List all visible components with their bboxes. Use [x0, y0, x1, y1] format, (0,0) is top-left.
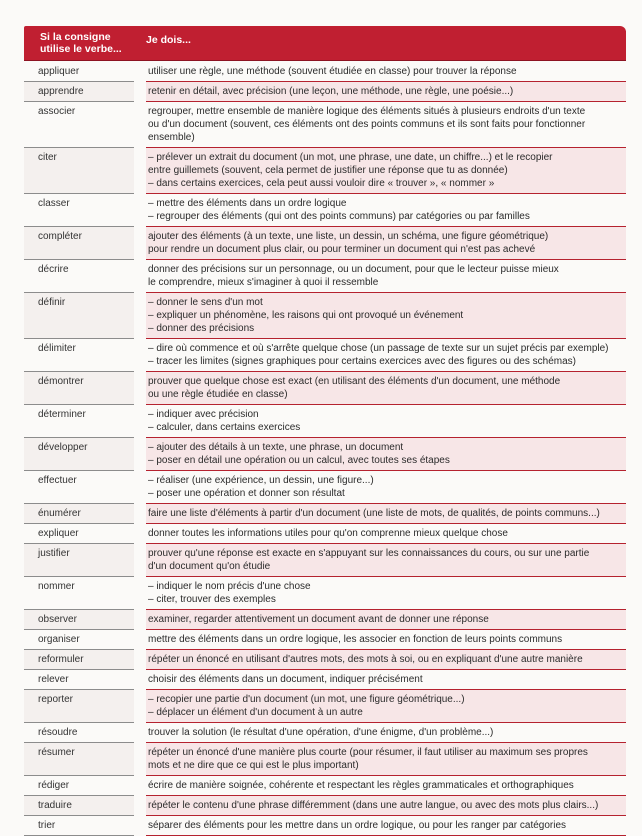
table-row: [24, 293, 626, 339]
header-definition-column: Je dois...: [146, 34, 191, 46]
table-body: [24, 62, 626, 836]
definition-line: ensemble): [148, 132, 195, 143]
header-verb-line-2: utilise le verbe...: [40, 43, 122, 55]
definition-line: donner toutes les informations utiles pour qu'on comprenne mieux quelque chose: [148, 528, 508, 539]
table-row: [24, 650, 626, 670]
definition-line: examiner, regarder attentivement un document avant de donner une réponse: [148, 614, 489, 625]
definition-cell: [146, 524, 626, 544]
table-row: [24, 339, 626, 372]
definition-cell: [146, 102, 626, 148]
definition-cell: [146, 670, 626, 690]
verb-cell: développer: [24, 438, 134, 471]
definition-line: regrouper, mettre ensemble de manière logique des éléments situés à plusieurs endroits d'un texte: [148, 106, 586, 117]
verb-cell: résumer: [24, 743, 134, 776]
verb-cell: déterminer: [24, 405, 134, 438]
table-row: [24, 102, 626, 148]
definition-cell: [146, 62, 626, 82]
definition-line: – citer, trouver des exemples: [148, 594, 276, 605]
definition-line: – réaliser (une expérience, un dessin, une figure...): [148, 475, 374, 486]
definition-line: ou une règle étudiée en classe): [148, 389, 288, 400]
definition-cell: [146, 471, 626, 504]
definition-cell: [146, 372, 626, 405]
table-row: [24, 372, 626, 405]
definition-cell: [146, 227, 626, 260]
definition-cell: [146, 776, 626, 796]
table-row: [24, 670, 626, 690]
definition-cell: [146, 577, 626, 610]
definition-line: – regrouper des éléments (qui ont des points communs) par catégories ou par familles: [148, 211, 530, 222]
definition-line: entre guillemets (souvent, cela permet de justifier une réponse que tu as donnée): [148, 165, 508, 176]
definition-line: prouver qu'une réponse est exacte en s'appuyant sur les connaissances du cours, ou sur une partie: [148, 548, 590, 559]
definition-cell: [146, 690, 626, 723]
verb-cell: expliquer: [24, 524, 134, 544]
definition-line: – poser une opération et donner son résultat: [148, 488, 345, 499]
definition-line: faire une liste d'éléments à partir d'un document (une liste de mots, de qualités, de points communs...): [148, 508, 600, 519]
definition-line: écrire de manière soignée, cohérente et respectant les règles grammaticales et orthographiques: [148, 780, 574, 791]
verb-cell: observer: [24, 610, 134, 630]
verb-cell: appliquer: [24, 62, 134, 82]
definition-line: – ajouter des détails à un texte, une phrase, un document: [148, 442, 404, 453]
verb-cell: organiser: [24, 630, 134, 650]
definition-line: – poser en détail une opération ou un calcul, avec toutes ses étapes: [148, 455, 450, 466]
definition-line: choisir des éléments dans un document, indiquer précisément: [148, 674, 423, 685]
verb-cell: décrire: [24, 260, 134, 293]
definition-line: – tracer les limites (signes graphiques pour certains exercices avec des figures ou des schémas): [148, 356, 576, 367]
verb-cell: relever: [24, 670, 134, 690]
verb-cell: traduire: [24, 796, 134, 816]
table-row: [24, 544, 626, 577]
verb-cell: résoudre: [24, 723, 134, 743]
definition-cell: [146, 405, 626, 438]
definition-cell: [146, 438, 626, 471]
definition-line: répéter le contenu d'une phrase différemment (dans une autre langue, ou avec des mots plus clairs...): [148, 800, 599, 811]
table-row: [24, 610, 626, 630]
verb-cell: énumérer: [24, 504, 134, 524]
verb-cell: démontrer: [24, 372, 134, 405]
definition-line: donner des précisions sur un personnage, ou un document, pour que le lecteur puisse mieux: [148, 264, 559, 275]
definition-cell: [146, 816, 626, 836]
table-row: [24, 194, 626, 227]
definition-cell: [146, 796, 626, 816]
definition-cell: [146, 293, 626, 339]
table-row: [24, 504, 626, 524]
table-row: [24, 776, 626, 796]
table-row: [24, 690, 626, 723]
verb-cell: nommer: [24, 577, 134, 610]
definition-line: – déplacer un élément d'un document à un autre: [148, 707, 363, 718]
definition-line: – dans certains exercices, cela peut aussi vouloir dire « trouver », « nommer »: [148, 178, 495, 189]
definition-line: – dire où commence et où s'arrête quelque chose (un passage de texte sur un sujet précis par exemple): [148, 343, 609, 354]
table-row: [24, 630, 626, 650]
definition-line: – prélever un extrait du document (un mot, une phrase, une date, un chiffre...) et le recopier: [148, 152, 553, 163]
verb-cell: reporter: [24, 690, 134, 723]
verb-cell: trier: [24, 816, 134, 836]
definition-cell: [146, 544, 626, 577]
definition-line: répéter un énoncé en utilisant d'autres mots, des mots à soi, ou en expliquant d'une autre manière: [148, 654, 583, 665]
verb-cell: citer: [24, 148, 134, 194]
definition-cell: [146, 650, 626, 670]
definition-cell: [146, 339, 626, 372]
definition-line: – donner le sens d'un mot: [148, 297, 263, 308]
header-verb-column: [24, 31, 134, 55]
definition-line: trouver la solution (le résultat d'une opération, d'une énigme, d'un problème...): [148, 727, 494, 738]
verb-cell: associer: [24, 102, 134, 148]
verb-cell: effectuer: [24, 471, 134, 504]
table-header: [24, 26, 626, 60]
table-row: [24, 148, 626, 194]
definition-line: mots et ne dire que ce qui est le plus important): [148, 760, 359, 771]
definition-line: utiliser une règle, une méthode (souvent étudiée en classe) pour trouver la réponse: [148, 66, 517, 77]
definition-cell: [146, 260, 626, 293]
table-row: [24, 816, 626, 836]
table-row: [24, 524, 626, 544]
definition-line: – expliquer un phénomène, les raisons qui ont provoqué un événement: [148, 310, 464, 321]
definition-cell: [146, 630, 626, 650]
table-row: [24, 82, 626, 102]
verb-cell: définir: [24, 293, 134, 339]
definition-cell: [146, 194, 626, 227]
table-row: [24, 471, 626, 504]
definition-line: – indiquer avec précision: [148, 409, 259, 420]
definition-line: ajouter des éléments (à un texte, une liste, un dessin, un schéma, une figure géométrique): [148, 231, 549, 242]
definition-line: prouver que quelque chose est exact (en utilisant des éléments d'un document, une méthode: [148, 376, 561, 387]
verb-cell: reformuler: [24, 650, 134, 670]
definition-line: ou d'un document (souvent, ces éléments ont des points communs et ils sont faits pour fonctionner: [148, 119, 586, 130]
verb-cell: apprendre: [24, 82, 134, 102]
definition-line: répéter un énoncé d'une manière plus courte (pour résumer, il faut utiliser au maximum ses propres: [148, 747, 588, 758]
definition-cell: [146, 82, 626, 102]
verb-cell: classer: [24, 194, 134, 227]
definition-line: – calculer, dans certains exercices: [148, 422, 301, 433]
definition-cell: [146, 723, 626, 743]
definition-line: pour rendre un document plus clair, ou pour terminer un document qui n'est pas achevé: [148, 244, 536, 255]
table-row: [24, 743, 626, 776]
definition-cell: [146, 743, 626, 776]
verb-cell: rédiger: [24, 776, 134, 796]
definition-line: séparer des éléments pour les mettre dans un ordre logique, ou pour les ranger par catégories: [148, 820, 567, 831]
definition-line: – donner des précisions: [148, 323, 255, 334]
verb-cell: justifier: [24, 544, 134, 577]
definition-line: le comprendre, mieux s'imaginer à quoi il ressemble: [148, 277, 379, 288]
definition-line: – mettre des éléments dans un ordre logique: [148, 198, 347, 209]
table-row: [24, 577, 626, 610]
table-row: [24, 62, 626, 82]
definition-line: retenir en détail, avec précision (une leçon, une méthode, une règle, une poésie...): [148, 86, 514, 97]
table-row: [24, 405, 626, 438]
table-row: [24, 723, 626, 743]
definition-cell: [146, 504, 626, 524]
verb-cell: délimiter: [24, 339, 134, 372]
definition-line: mettre des éléments dans un ordre logique, les associer en fonction de leurs points communs: [148, 634, 563, 645]
definition-line: – recopier une partie d'un document (un mot, une figure géométrique...): [148, 694, 465, 705]
header-verb-line-1: Si la consigne: [40, 31, 111, 43]
definition-line: d'un document qu'on étudie: [148, 561, 271, 572]
definition-cell: [146, 610, 626, 630]
verb-table: [24, 26, 626, 836]
table-row: [24, 260, 626, 293]
verb-cell: compléter: [24, 227, 134, 260]
definition-cell: [146, 148, 626, 194]
table-row: [24, 438, 626, 471]
table-row: [24, 796, 626, 816]
table-row: [24, 227, 626, 260]
definition-line: – indiquer le nom précis d'une chose: [148, 581, 311, 592]
